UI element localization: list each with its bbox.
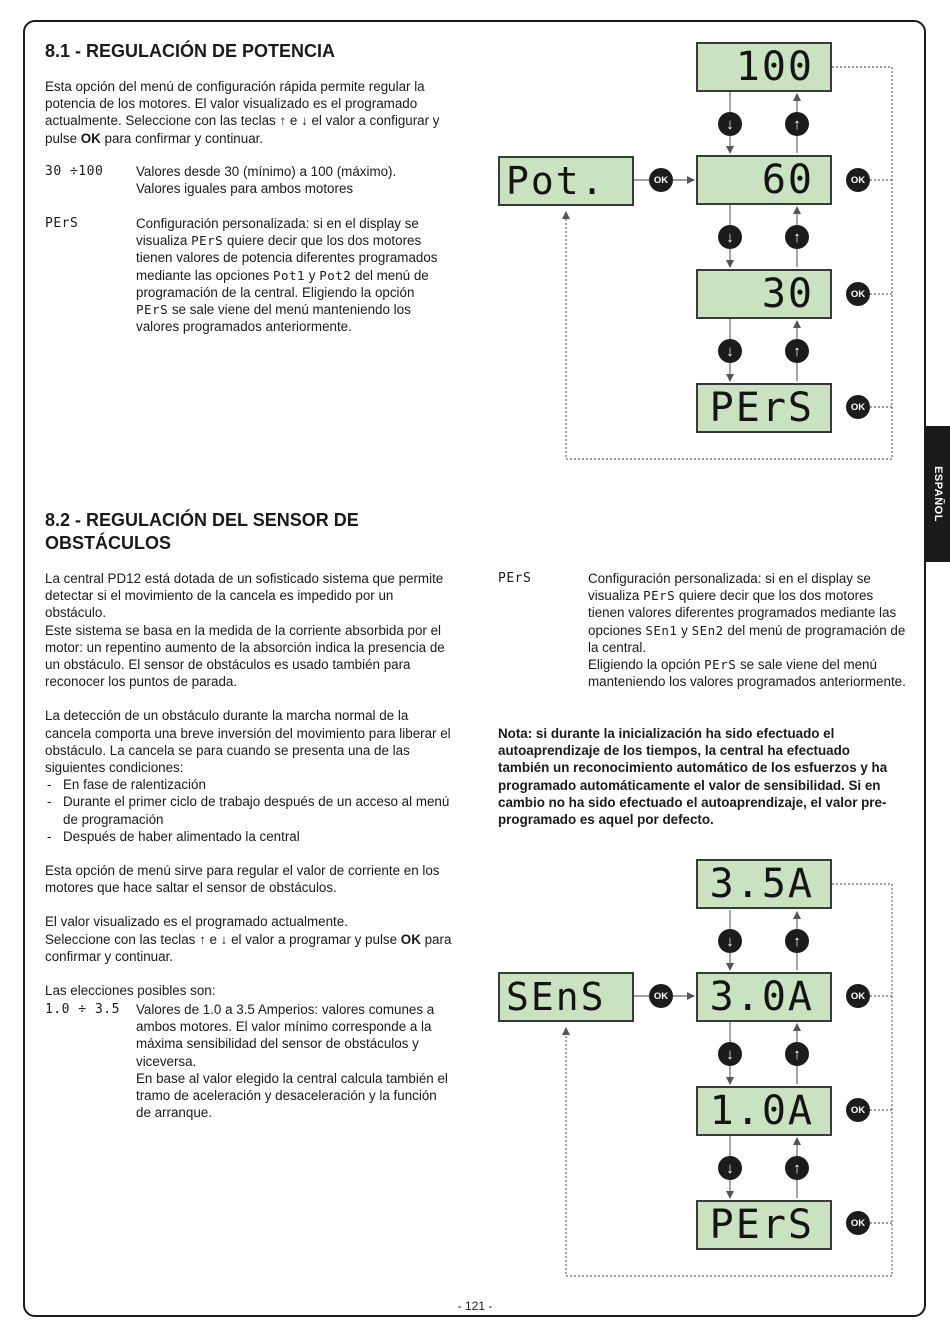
- up-arrow-glyph: ↑: [279, 113, 287, 129]
- conditions-list: [45, 776, 455, 845]
- section1-range-desc: Valores desde 30 (mínimo) a 100 (máximo). Valores iguales para ambos motores: [136, 164, 397, 197]
- up-arrow-button[interactable]: ↑: [785, 929, 809, 953]
- ok-button-main[interactable]: OK: [649, 168, 673, 192]
- up-arrow-button[interactable]: ↑: [785, 339, 809, 363]
- section2-pers-code: PErS: [498, 571, 532, 586]
- display-value-30: 30: [696, 269, 832, 319]
- section2-pers-desc: Configuración personalizada: si en el display se visualiza PErS quiere decir que los dos motores tienen valores diferentes programados mediante las opciones SEn1 y SEn2 del menú de programación de la central. Eligiendo la opción PErS se sale viene del menú manteniendo los valores programados anteriormente.: [588, 571, 906, 690]
- section1-intro: Esta opción del menú de configuración rápida permite regular la potencia de los motores. El valor visualizado es el programado actualmente. Seleccione con las teclas ↑ e ↓ el valor a configurar y pulse OK para confirmar y continuar.: [45, 79, 440, 146]
- section1-range-code: 30 ÷100: [45, 164, 104, 179]
- ok-button-main[interactable]: OK: [649, 984, 673, 1008]
- section1-title: 8.1 - REGULACIÓN DE POTENCIA: [45, 41, 336, 61]
- list-item: - Durante el primer ciclo de trabajo después de un acceso al menú de programación: [45, 793, 455, 827]
- display-main-sens: SEnS: [498, 972, 634, 1022]
- display-value-pers: PErS: [696, 1200, 832, 1250]
- down-arrow-glyph: ↓: [301, 113, 308, 129]
- display-main-pot: Pot.: [498, 156, 634, 206]
- display-value-100: 100: [696, 42, 832, 92]
- section2-title: 8.2 - REGULACIÓN DEL SENSOR DE OBSTÁCULOS: [45, 510, 359, 553]
- up-arrow-button[interactable]: ↑: [785, 1156, 809, 1180]
- up-arrow-glyph: ↑: [199, 931, 206, 947]
- up-arrow-button[interactable]: ↑: [785, 225, 809, 249]
- language-tab: ESPAÑOL: [926, 426, 950, 562]
- display-value-60: 60: [696, 155, 832, 205]
- ok-button[interactable]: OK: [846, 395, 870, 419]
- display-value-1-0a: 1.0A: [696, 1086, 832, 1136]
- section2-body: La central PD12 está dotada de un sofisticado sistema que permite detectar si el movimiento de la cancela es impedido por un obstáculo. Este sistema se basa en la medida de la corriente absorbida por el motor: un repentino aumento de la absorción indica la presencia de un obstáculo. El sensor de obstáculos es usado también para reconocer los puntos de parada. La detección de un obstáculo durante la marcha normal de la cancela comporta una breve inversión del movimiento para liberar el obstáculo. La cancela se para cuando se presenta una de las siguientes condiciones: - En fase de ralentización - Durante el primer ciclo de trabajo después de un acceso al menú de programación - Después de haber alimentado la central Esta opción de menú sirve para regular el valor de corriente en los motores que hace saltar el sensor de obstáculos. El valor visualizado es el programado actualmente. Seleccione con las teclas ↑ e ↓ el valor a programar y pulse OK para confirmar y continuar. Las elecciones posibles son:: [45, 570, 455, 999]
- list-item: - En fase de ralentización: [45, 776, 455, 793]
- display-value-pers: PErS: [696, 383, 832, 433]
- section2-range-code: 1.0 ÷ 3.5: [45, 1002, 120, 1017]
- up-arrow-button[interactable]: ↑: [785, 112, 809, 136]
- ok-button[interactable]: OK: [846, 1098, 870, 1122]
- ok-button[interactable]: OK: [846, 282, 870, 306]
- down-arrow-glyph: ↓: [220, 931, 228, 947]
- page-number: - 121 -: [457, 1299, 493, 1313]
- down-arrow-button[interactable]: ↓: [718, 929, 742, 953]
- display-value-3-0a: 3.0A: [696, 972, 832, 1022]
- down-arrow-button[interactable]: ↓: [718, 1156, 742, 1180]
- ok-button[interactable]: OK: [846, 1211, 870, 1235]
- down-arrow-button[interactable]: ↓: [718, 225, 742, 249]
- section1-pers-code: PErS: [45, 216, 79, 231]
- display-value-3-5a: 3.5A: [696, 859, 832, 909]
- up-arrow-button[interactable]: ↑: [785, 1042, 809, 1066]
- ok-button[interactable]: OK: [846, 984, 870, 1008]
- down-arrow-button[interactable]: ↓: [718, 112, 742, 136]
- list-item: - Después de haber alimentado la central: [45, 828, 455, 845]
- down-arrow-button[interactable]: ↓: [718, 339, 742, 363]
- section2-range-desc: Valores de 1.0 a 3.5 Amperios: valores comunes a ambos motores. El valor mínimo corresponde a la máxima sensibilidad del sensor de obstáculos y viceversa. En base al valor elegido la central calcula también el tramo de aceleración y desaceleración y la función de arranque.: [136, 1002, 448, 1121]
- section1-pers-desc: Configuración personalizada: si en el display se visualiza PErS quiere decir que los dos motores tienen valores de potencia diferentes programados mediante las opciones Pot1 y Pot2 del menú de programación de la central. Eligiendo la opción PErS se sale viene del menú manteniendo los valores programados anteriormente.: [136, 216, 438, 335]
- section2-note: Nota: si durante la inicialización ha sido efectuado el autoaprendizaje de los tiempos, la central ha efectuado también un reconocimiento automático de los esfuerzos y ha programado automáticamente el valor de sensibilidad. Si en cambio no ha sido efectuado el autoaprendizaje, el valor pre-programado es aquel por defecto.: [498, 726, 888, 828]
- ok-button[interactable]: OK: [846, 168, 870, 192]
- down-arrow-button[interactable]: ↓: [718, 1042, 742, 1066]
